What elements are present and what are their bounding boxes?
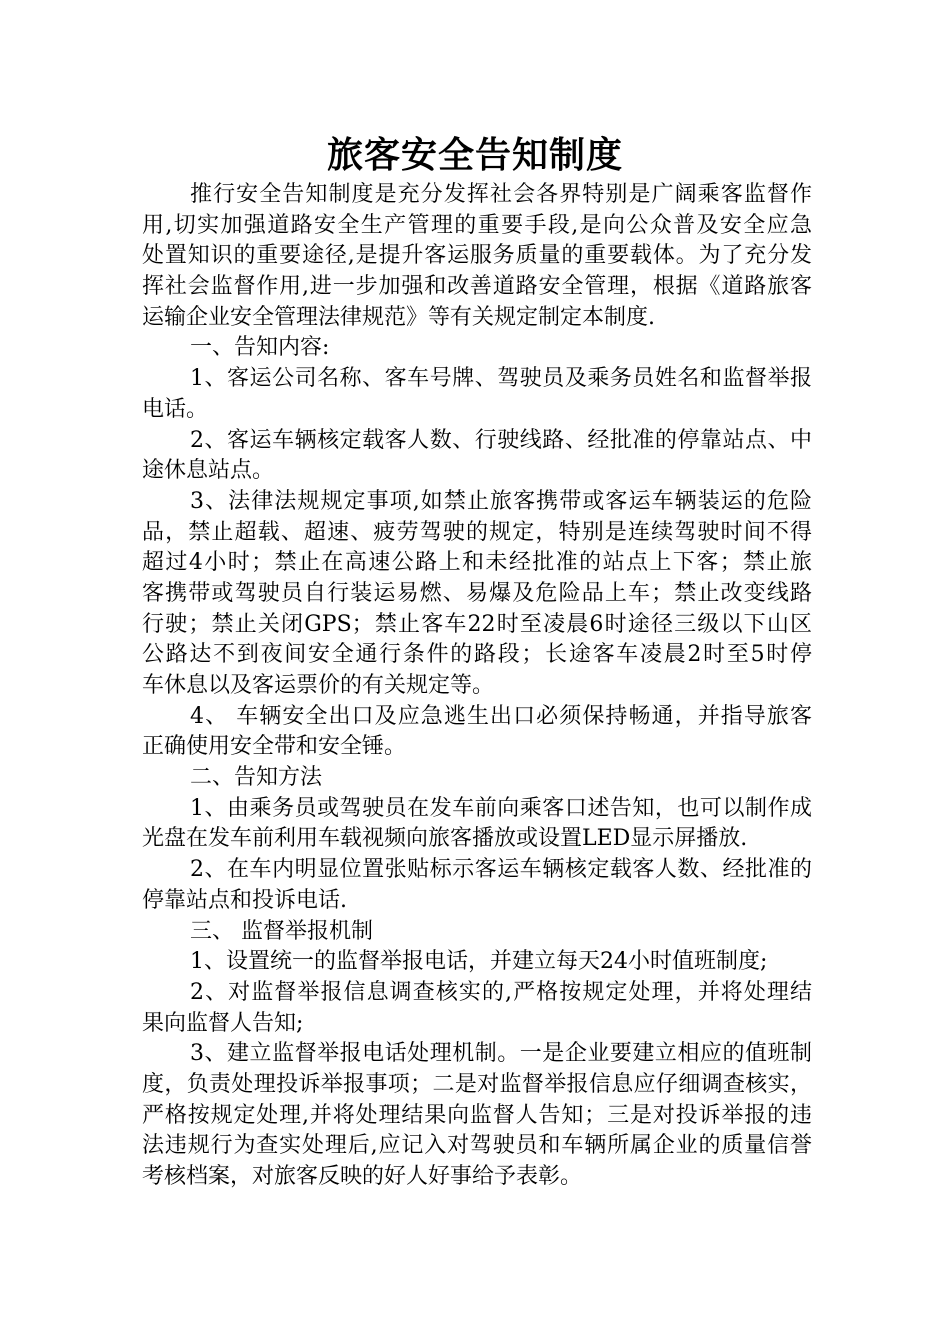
text-line: 2、在车内明显位置张贴标示客运车辆核定载客人数、经批准的 [190,857,812,883]
text-line: 1、设置统一的监督举报电话，并建立每天24小时值班制度; [190,949,768,975]
text-line: 1、客运公司名称、客车号牌、驾驶员及乘务员姓名和监督举报 [190,366,812,392]
text-line: 3、建立监督举报电话处理机制。一是企业要建立相应的值班制 [190,1041,812,1067]
text-line: 超过4小时；禁止在高速公路上和未经批准的站点上下客；禁止旅 [142,550,812,576]
text-line: 果向监督人告知; [142,1010,304,1036]
text-line: 车休息以及客运票价的有关规定等。 [142,673,495,698]
text-line: 4、 车辆安全出口及应急逃生出口必须保持畅通，并指导旅客 [190,703,812,729]
text-line: 客携带或驾驶员自行装运易燃、易爆及危险品上车；禁止改变线路 [142,580,812,606]
text-line: 严格按规定处理,并将处理结果向监督人告知；三是对投诉举报的违 [142,1102,812,1128]
text-line: 1、由乘务员或驾驶员在发车前向乘客口述告知，也可以制作成 [190,795,812,821]
document-title: 旅客安全告知制度 [326,134,623,176]
text-line: 3、法律法规规定事项,如禁止旅客携带或客运车辆装运的危险 [190,488,812,514]
text-line: 法违规行为查实处理后,应记入对驾驶员和车辆所属企业的质量信誉 [142,1133,812,1159]
text-line: 光盘在发车前利用车载视频向旅客播放或设置LED显示屏播放. [142,826,748,852]
text-line: 品，禁止超载、超速、疲劳驾驶的规定，特别是连续驾驶时间不得 [142,519,812,545]
text-line: 2、客运车辆核定载客人数、行驶线路、经批准的停靠站点、中 [190,427,812,453]
text-line: 2、对监督举报信息调查核实的,严格按规定处理，并将处理结 [190,979,812,1005]
text-line: 考核档案，对旅客反映的好人好事给予表彰。 [142,1164,583,1189]
document-body [142,180,812,1193]
text-line: 三、 监督举报机制 [190,918,373,944]
text-line: 电话。 [142,396,209,422]
text-line: 公路达不到夜间安全通行条件的路段；长途客车凌晨2时至5时停 [142,642,812,668]
text-line: 度，负责处理投诉举报事项；二是对监督举报信息应仔细调查核实， [142,1071,812,1097]
text-line: 挥社会监督作用,进一步加强和改善道路安全管理，根据《道路旅客 [142,274,812,300]
text-line: 行驶；禁止关闭GPS；禁止客车22时至凌晨6时途径三级以下山区 [142,611,812,637]
text-line: 一、告知内容: [190,335,330,361]
text-line: 正确使用安全带和安全锤。 [142,734,407,760]
text-line: 推行安全告知制度是充分发挥社会各界特别是广阔乘客监督作 [190,182,812,207]
text-line: 处置知识的重要途径,是提升客运服务质量的重要载体。为了充分发 [142,243,812,269]
text-line: 停靠站点和投诉电话. [142,887,347,913]
text-line: 运输企业安全管理法律规范》等有关规定制定本制度. [142,304,655,330]
text-line: 用,切实加强道路安全生产管理的重要手段,是向公众普及安全应急 [142,212,812,238]
text-line: 二、告知方法 [190,765,323,791]
text-line: 途休息站点。 [142,458,275,484]
